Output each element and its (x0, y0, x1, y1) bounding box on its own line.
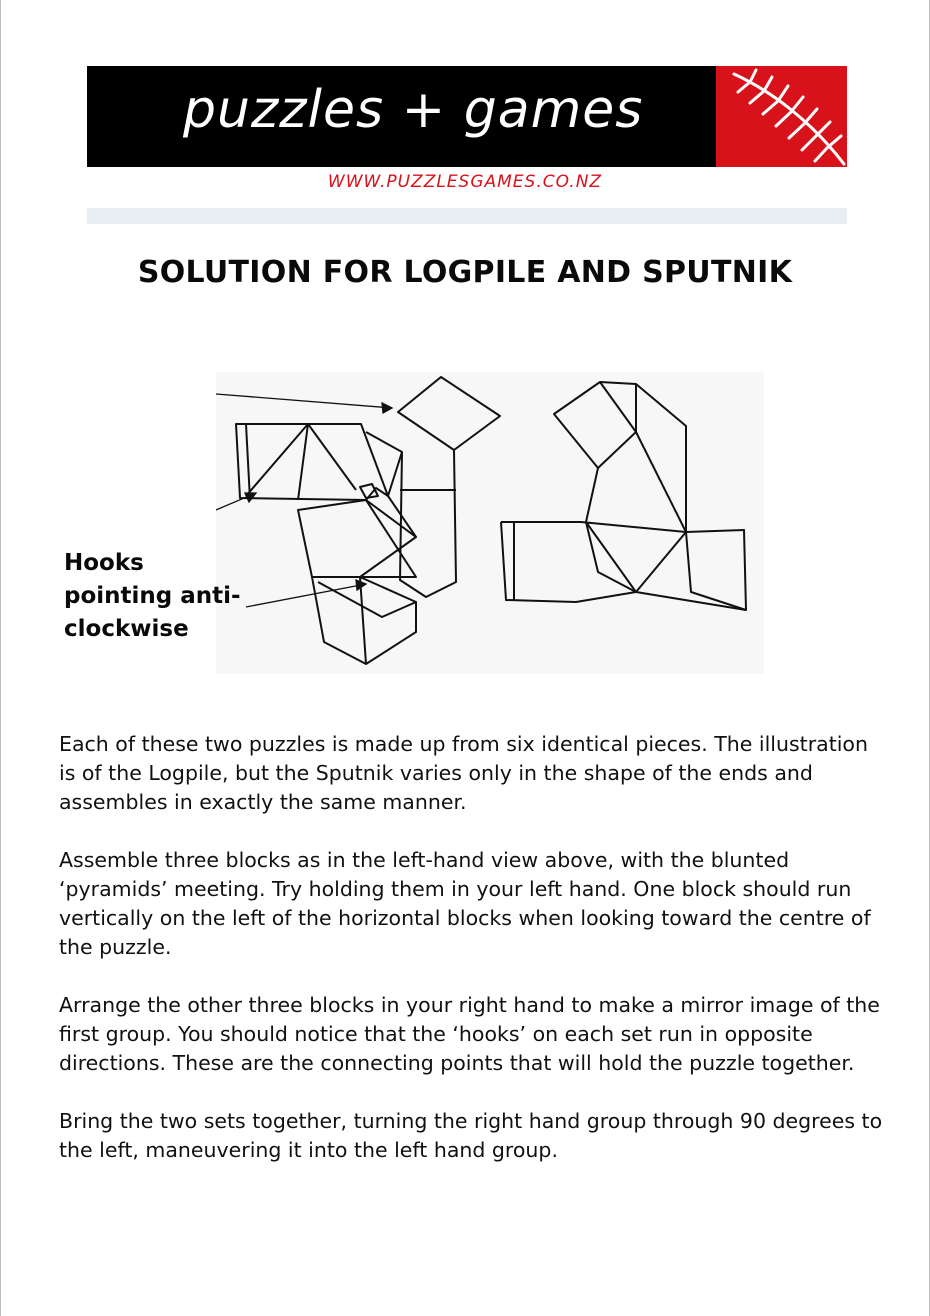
paragraph-step-3: Bring the two sets together, turning the right hand group through 90 degrees to the left, maneuvering it into the left hand group. (59, 1109, 883, 1162)
paragraph-intro: Each of these two puzzles is made up from six identical pieces. The illustration is of the Logpile, but the Sputnik varies only in the shape of the ends and assembles in exactly the same manner. (59, 732, 868, 814)
fern-logo (716, 66, 847, 167)
assembly-diagram (216, 372, 764, 674)
brand-title: puzzles + games (183, 80, 644, 140)
callout-line-1: Hooks (64, 550, 144, 576)
website-url: WWW.PUZZLESGAMES.CO.NZ (327, 172, 603, 192)
paragraph-step-2: Arrange the other three blocks in your right hand to make a mirror image of the first group. You should notice that the ‘hooks’ on each set run in opposite directions. These are the connecting points that will hold the puzzle together. (59, 993, 880, 1075)
page-edge-left (0, 0, 1, 1316)
callout-line-3: clockwise (64, 616, 189, 642)
paragraph-step-1: Assemble three blocks as in the left-hand view above, with the blunted ‘pyramids’ meeting. Try holding them in your left hand. One block should run vertically on the left of the horizontal blocks when looking toward the centre of the puzzle. (59, 848, 871, 959)
fern-icon (716, 66, 847, 167)
assembly-illustration (216, 372, 764, 674)
page-title: SOLUTION FOR LOGPILE AND SPUTNIK (137, 255, 793, 290)
figure-callout (64, 547, 254, 646)
callout-line-2: pointing anti- (64, 583, 241, 609)
divider-bar (87, 208, 847, 224)
instructions (59, 730, 885, 1194)
